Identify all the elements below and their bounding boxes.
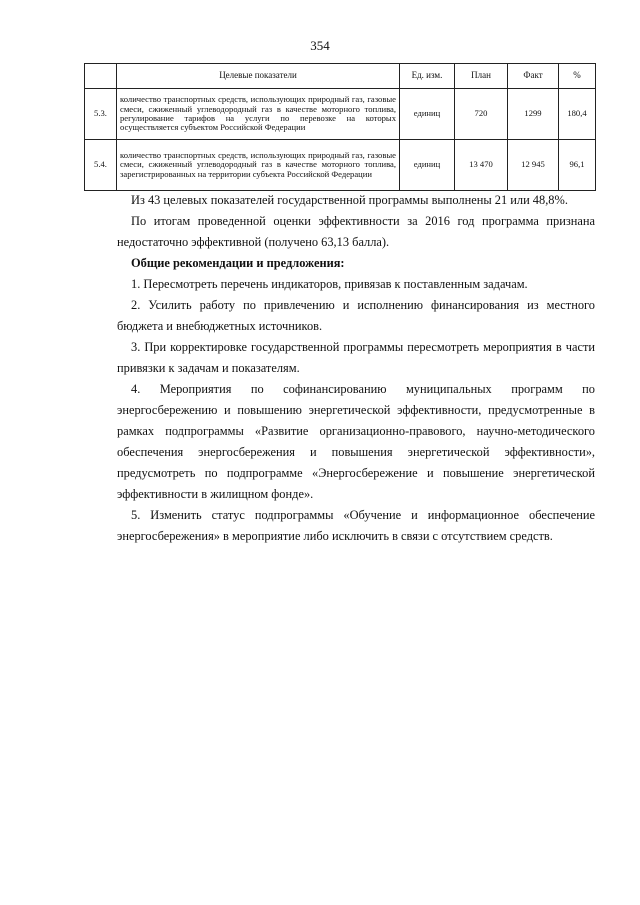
header-fact: Факт xyxy=(508,64,559,89)
row-percent: 180,4 xyxy=(559,89,596,140)
recommendation-1: 1. Пересмотреть перечень индикаторов, привязав к поставленным задачам. xyxy=(131,277,528,291)
row-fact: 12 945 xyxy=(508,140,559,191)
indicators-table xyxy=(84,63,596,191)
page-number: 354 xyxy=(310,38,330,53)
header-unit: Ед. изм. xyxy=(400,64,455,89)
header-number xyxy=(85,64,117,89)
table-row xyxy=(85,140,596,191)
recommendation-5: 5. Изменить статус подпрограммы «Обучение и информационное обеспечение энергосбережения» в мероприятие либо исключить в связи с отсутствием средств. xyxy=(117,508,595,543)
row-unit: единиц xyxy=(400,140,455,191)
row-number: 5.3. xyxy=(85,89,117,140)
row-plan: 720 xyxy=(455,89,508,140)
row-fact: 1299 xyxy=(508,89,559,140)
header-indicator: Целевые показатели xyxy=(117,64,400,89)
row-unit: единиц xyxy=(400,89,455,140)
summary-paragraph: Из 43 целевых показателей государственной программы выполнены 21 или 48,8%. xyxy=(131,193,568,207)
row-plan: 13 470 xyxy=(455,140,508,191)
assessment-paragraph: По итогам проведенной оценки эффективности за 2016 год программа признана недостаточно эффективной (получено 63,13 балла). xyxy=(117,214,595,249)
row-percent: 96,1 xyxy=(559,140,596,191)
recommendation-2: 2. Усилить работу по привлечению и исполнению финансирования из местного бюджета и внебюджетных источников. xyxy=(117,298,595,333)
row-number: 5.4. xyxy=(85,140,117,191)
recommendation-3: 3. При корректировке государственной программы пересмотреть мероприятия в части привязки к задачам и показателям. xyxy=(117,340,595,375)
table-row xyxy=(85,89,596,140)
recommendations-heading: Общие рекомендации и предложения: xyxy=(131,256,345,270)
row-indicator: количество транспортных средств, использующих природный газ, газовые смеси, сжиженный углеводородный газ в качестве моторного топлива, зарегистрированных на территории субъекта Российской Федерации xyxy=(117,140,400,191)
recommendation-4: 4. Мероприятия по софинансированию муниципальных программ по энергосбережению и повышению энергетической эффективности, предусмотренные в рамках подпрограммы «Развитие организационно-правового, научно-методического обеспечения энергосбережения и повышения энергетической эффективности», предусмотреть по подпрограмме «Энергосбережение и повышение энергетической эффективности в жилищном фонде». xyxy=(117,382,595,501)
table-header-row xyxy=(85,64,596,89)
row-indicator: количество транспортных средств, использующих природный газ, газовые смеси, сжиженный углеводородный газ в качестве моторного топлива, регулирование тарифов на услуги по перевозке на которых осуществляется субъектом Российской Федерации xyxy=(117,89,400,140)
header-percent: % xyxy=(559,64,596,89)
header-plan: План xyxy=(455,64,508,89)
document-body xyxy=(117,190,595,547)
